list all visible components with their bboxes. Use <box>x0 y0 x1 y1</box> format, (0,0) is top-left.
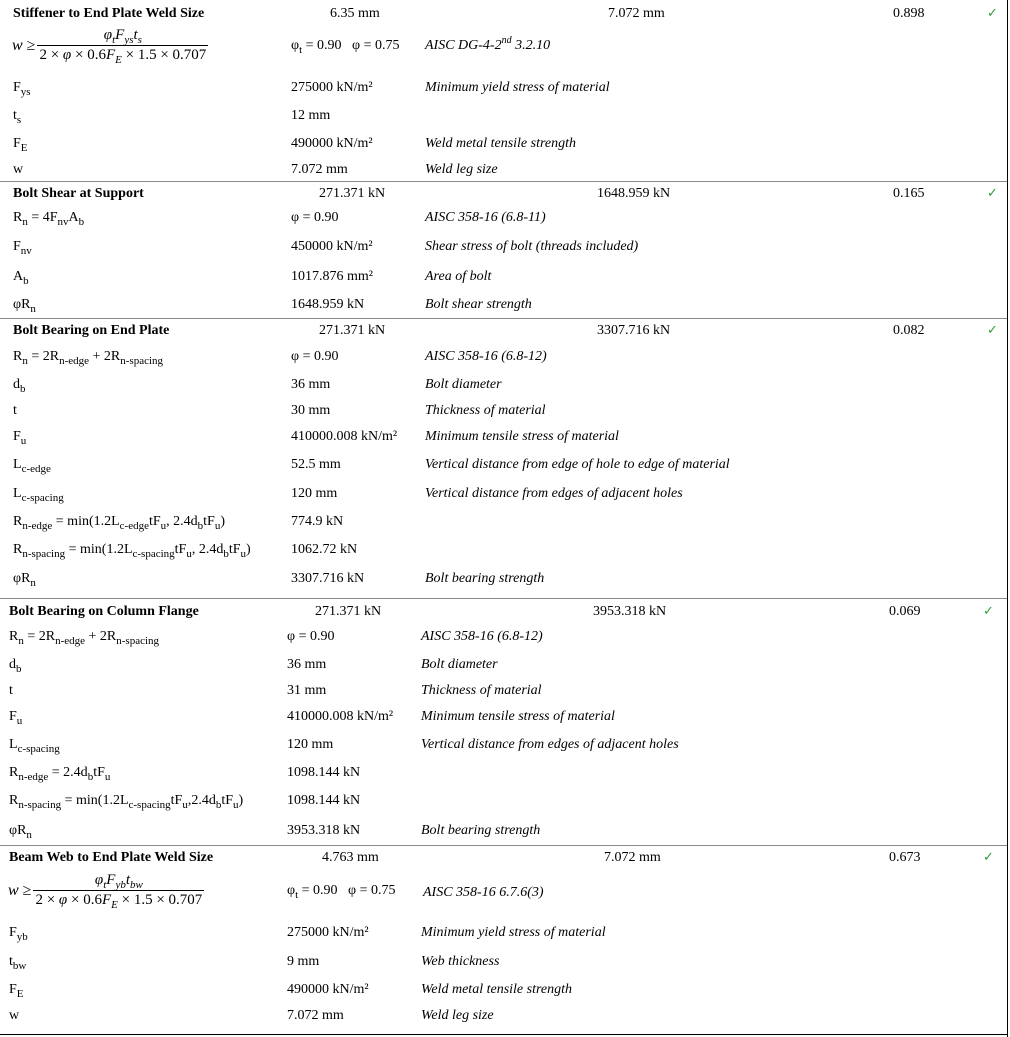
capacity-value: 7.072 mm <box>608 6 665 21</box>
param-desc: Vertical distance from edge of hole to edge of material <box>425 457 730 472</box>
ratio-value: 0.673 <box>889 850 921 865</box>
capacity-value: 3307.716 kN <box>597 323 671 338</box>
section-divider <box>0 845 1007 846</box>
factor-value: φ = 0.90 <box>291 210 339 225</box>
param-value: 3953.318 kN <box>287 823 361 838</box>
param-label: $A_b$ <box>13 269 29 287</box>
param-label: $F_E$ <box>13 136 28 154</box>
section-bolt-shear <box>0 181 1007 321</box>
section-title: Stiffener to End Plate Weld Size <box>13 6 205 21</box>
section-title: Beam Web to End Plate Weld Size <box>9 850 214 865</box>
param-desc: Thickness of material <box>421 683 542 698</box>
demand-value: 4.763 mm <box>322 850 379 865</box>
formula: $R_n = 2R_{n-edge} + 2R_{n-spacing}$ <box>9 629 160 647</box>
factor-value: $\varphi_t = 0.90$ φ = 0.75 <box>287 883 396 901</box>
param-desc: Bolt diameter <box>425 377 502 392</box>
param-label: $F_{nv}$ <box>13 239 32 257</box>
param-desc: Bolt bearing strength <box>425 571 545 586</box>
param-value: 36 mm <box>287 657 327 672</box>
param-value: 450000 kN/m² <box>291 239 373 254</box>
param-desc: Minimum yield stress of material <box>421 925 606 940</box>
param-label: $R_{n-edge} = 2.4d_btF_u$ <box>9 765 111 783</box>
formula: $R_n = 2R_{n-edge} + 2R_{n-spacing}$ <box>13 349 164 367</box>
param-label: $F_u$ <box>13 429 27 447</box>
param-label: $d_b$ <box>13 377 26 395</box>
demand-value: 6.35 mm <box>330 6 380 21</box>
param-label: $L_{c-spacing}$ <box>9 737 60 755</box>
check-mark-icon: ✓ <box>987 6 998 21</box>
param-desc: Shear stress of bolt (threads included) <box>425 239 639 254</box>
param-label: $\varphi R_n$ <box>13 297 36 315</box>
formula: w ≥ $\frac{\varphi_tF_{yb}t_{bw}}{2 \times \varphi \times 0.6F_E \times 1.5 \times 0.707}$ <box>8 872 203 911</box>
param-desc: Vertical distance from edges of adjacent holes <box>421 737 679 752</box>
section-bearing-column-flange <box>0 598 1007 846</box>
param-value: 9 mm <box>287 954 320 969</box>
param-value: 120 mm <box>291 486 338 501</box>
param-value: 275000 kN/m² <box>287 925 369 940</box>
param-label: $F_{ys}$ <box>13 80 31 98</box>
param-value: 490000 kN/m² <box>291 136 373 151</box>
param-desc: Bolt bearing strength <box>421 823 541 838</box>
param-value: 1062.72 kN <box>291 542 358 557</box>
param-desc: Weld leg size <box>425 162 498 177</box>
report-bottom-border <box>0 1034 1008 1035</box>
section-title: Bolt Bearing on Column Flange <box>9 604 199 619</box>
param-value: 1648.959 kN <box>291 297 365 312</box>
reference: AISC DG-4-2nd 3.2.10 <box>425 35 551 53</box>
param-label: $t_{bw}$ <box>9 954 27 972</box>
param-label: t <box>13 403 17 418</box>
param-value: 7.072 mm <box>287 1008 344 1023</box>
section-title: Bolt Shear at Support <box>13 186 144 201</box>
param-label: w <box>13 162 24 177</box>
param-label: $\varphi R_n$ <box>13 571 36 589</box>
param-label: $L_{c-spacing}$ <box>13 486 64 504</box>
param-desc: Weld leg size <box>421 1008 494 1023</box>
param-label: $F_E$ <box>9 982 24 1000</box>
demand-value: 271.371 kN <box>319 323 386 338</box>
param-value: 1098.144 kN <box>287 793 361 808</box>
param-desc: Bolt diameter <box>421 657 498 672</box>
ratio-value: 0.165 <box>893 186 925 201</box>
check-mark-icon: ✓ <box>987 323 998 338</box>
check-mark-icon: ✓ <box>987 186 998 201</box>
param-value: 1017.876 mm² <box>291 269 373 284</box>
ratio-value: 0.082 <box>893 323 925 338</box>
formula-row <box>0 24 1007 74</box>
param-label: $R_{n-spacing} = \min(1.2L_{c-spacing}tF_u,2.4d_btF_u)$ <box>9 793 244 811</box>
ratio-value: 0.898 <box>893 6 925 21</box>
param-label: $d_b$ <box>9 657 22 675</box>
capacity-value: 3953.318 kN <box>593 604 667 619</box>
param-desc: Thickness of material <box>425 403 546 418</box>
param-value: 774.9 kN <box>291 514 344 529</box>
param-label: $L_{c-edge}$ <box>13 457 51 475</box>
section-beam-web-weld <box>0 845 1007 1034</box>
report-right-border <box>1007 0 1008 1037</box>
reference: AISC 358-16 (6.8-11) <box>425 210 546 225</box>
reference: AISC 358-16 6.7.6(3) <box>423 885 544 900</box>
param-desc: Minimum tensile stress of material <box>421 709 615 724</box>
param-value: 52.5 mm <box>291 457 341 472</box>
param-value: 36 mm <box>291 377 331 392</box>
section-bearing-end-plate <box>0 318 1007 600</box>
check-mark-icon: ✓ <box>983 850 994 865</box>
ratio-value: 0.069 <box>889 604 921 619</box>
param-value: 120 mm <box>287 737 334 752</box>
reference: AISC 358-16 (6.8-12) <box>425 349 547 364</box>
formula: $R_n = 4F_{nv}A_b$ <box>13 210 85 228</box>
demand-value: 271.371 kN <box>315 604 382 619</box>
param-value: 7.072 mm <box>291 162 348 177</box>
param-label: $\varphi R_n$ <box>9 823 32 841</box>
param-value: 275000 kN/m² <box>291 80 373 95</box>
param-desc: Bolt shear strength <box>425 297 532 312</box>
param-value: 3307.716 kN <box>291 571 365 586</box>
factor-value: φ = 0.90 <box>291 349 339 364</box>
check-mark-icon: ✓ <box>983 604 994 619</box>
param-desc: Minimum yield stress of material <box>425 80 610 95</box>
formula: w ≥ $\frac{\varphi_tF_{ys}t_s}{2 \times \varphi \times 0.6F_E \times 1.5 \times 0.707}$ <box>12 27 207 66</box>
param-desc: Web thickness <box>421 954 500 969</box>
param-label: t <box>9 683 13 698</box>
param-desc: Weld metal tensile strength <box>425 136 576 151</box>
param-value: 31 mm <box>287 683 327 698</box>
section-stiffener-weld <box>0 0 1007 184</box>
capacity-value: 7.072 mm <box>604 850 661 865</box>
param-value: 12 mm <box>291 108 331 123</box>
section-divider <box>0 318 1007 319</box>
param-label: $F_u$ <box>9 709 23 727</box>
param-desc: Minimum tensile stress of material <box>425 429 619 444</box>
param-value: 490000 kN/m² <box>287 982 369 997</box>
section-divider <box>0 181 1007 182</box>
param-value: 1098.144 kN <box>287 765 361 780</box>
section-title: Bolt Bearing on End Plate <box>13 323 170 338</box>
factor-value: φ = 0.90 <box>287 629 335 644</box>
reference: AISC 358-16 (6.8-12) <box>421 629 543 644</box>
param-desc: Area of bolt <box>425 269 492 284</box>
section-divider <box>0 598 1007 599</box>
param-label: $R_{n-edge} = \min(1.2L_{c-edge}tF_u$, $2.4d_btF_u$) <box>13 514 226 532</box>
param-value: 410000.008 kN/m² <box>291 429 398 444</box>
param-label: $F_{yb}$ <box>9 925 28 943</box>
factor-value: $\varphi_t = 0.90$ φ = 0.75 <box>291 38 400 56</box>
capacity-value: 1648.959 kN <box>597 186 671 201</box>
param-label: w <box>9 1008 20 1023</box>
formula-row <box>0 869 1007 919</box>
param-label: $R_{n-spacing} = \min(1.2L_{c-spacing}tF_u$, $2.4d_btF_u$) <box>13 542 251 560</box>
param-desc: Vertical distance from edges of adjacent holes <box>425 486 683 501</box>
param-desc: Weld metal tensile strength <box>421 982 572 997</box>
demand-value: 271.371 kN <box>319 186 386 201</box>
param-label: $t_s$ <box>13 108 22 126</box>
param-value: 410000.008 kN/m² <box>287 709 394 724</box>
param-value: 30 mm <box>291 403 331 418</box>
